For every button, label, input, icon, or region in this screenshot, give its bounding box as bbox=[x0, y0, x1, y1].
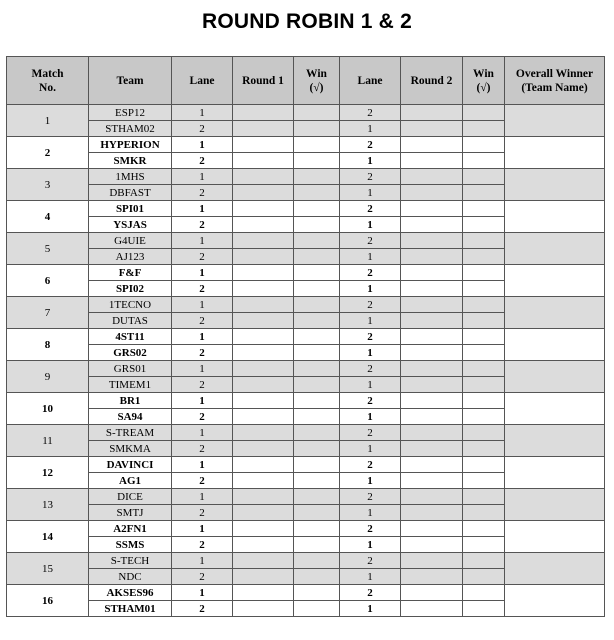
round-1-cell[interactable] bbox=[233, 249, 294, 265]
team-name: GRS01 bbox=[89, 361, 172, 377]
win-2-cell[interactable] bbox=[463, 281, 505, 297]
win-1-cell[interactable] bbox=[294, 313, 340, 329]
lane-2-cell: 1 bbox=[340, 473, 401, 489]
team-name: BR1 bbox=[89, 393, 172, 409]
table-row bbox=[7, 137, 605, 153]
round-2-cell[interactable] bbox=[401, 233, 463, 249]
match-number: 6 bbox=[7, 265, 89, 297]
win-1-cell[interactable] bbox=[294, 233, 340, 249]
page-title: ROUND ROBIN 1 & 2 bbox=[202, 10, 412, 33]
header-overall-winner: Overall Winner (Team Name) bbox=[505, 57, 605, 105]
overall-winner-cell[interactable] bbox=[505, 265, 605, 297]
overall-winner-cell[interactable] bbox=[505, 105, 605, 137]
header-lane-1: Lane bbox=[172, 57, 233, 105]
win-2-cell[interactable] bbox=[463, 217, 505, 233]
round-1-cell[interactable] bbox=[233, 217, 294, 233]
round-1-cell[interactable] bbox=[233, 153, 294, 169]
match-number: 15 bbox=[7, 553, 89, 585]
header-win-1: Win (√) bbox=[294, 57, 340, 105]
team-name: DAVINCI bbox=[89, 457, 172, 473]
round-1-cell[interactable] bbox=[233, 425, 294, 441]
round-2-cell[interactable] bbox=[401, 553, 463, 569]
win-1-cell[interactable] bbox=[294, 521, 340, 537]
round-2-cell[interactable] bbox=[401, 601, 463, 617]
round-1-cell[interactable] bbox=[233, 313, 294, 329]
table-body bbox=[7, 105, 605, 617]
round-1-cell[interactable] bbox=[233, 361, 294, 377]
lane-1-cell: 2 bbox=[172, 121, 233, 137]
match-number: 8 bbox=[7, 329, 89, 361]
lane-2-cell: 2 bbox=[340, 201, 401, 217]
match-number: 7 bbox=[7, 297, 89, 329]
win-2-cell[interactable] bbox=[463, 601, 505, 617]
lane-2-cell: 2 bbox=[340, 105, 401, 121]
header-match-no: Match No. bbox=[7, 57, 89, 105]
win-2-cell[interactable] bbox=[463, 409, 505, 425]
round-2-cell[interactable] bbox=[401, 281, 463, 297]
win-2-cell[interactable] bbox=[463, 537, 505, 553]
table-row bbox=[7, 201, 605, 217]
table-row bbox=[7, 105, 605, 121]
lane-2-cell: 1 bbox=[340, 249, 401, 265]
round-1-cell[interactable] bbox=[233, 569, 294, 585]
round-2-cell[interactable] bbox=[401, 585, 463, 601]
lane-2-cell: 1 bbox=[340, 505, 401, 521]
lane-1-cell: 2 bbox=[172, 313, 233, 329]
lane-1-cell: 1 bbox=[172, 105, 233, 121]
lane-2-cell: 1 bbox=[340, 345, 401, 361]
lane-2-cell: 2 bbox=[340, 585, 401, 601]
lane-2-cell: 2 bbox=[340, 297, 401, 313]
win-1-cell[interactable] bbox=[294, 537, 340, 553]
win-1-cell[interactable] bbox=[294, 457, 340, 473]
lane-2-cell: 2 bbox=[340, 265, 401, 281]
win-1-cell[interactable] bbox=[294, 505, 340, 521]
win-1-cell[interactable] bbox=[294, 489, 340, 505]
round-2-cell[interactable] bbox=[401, 121, 463, 137]
table-row bbox=[7, 457, 605, 473]
overall-winner-cell[interactable] bbox=[505, 297, 605, 329]
lane-2-cell: 1 bbox=[340, 121, 401, 137]
header-round-1: Round 1 bbox=[233, 57, 294, 105]
win-1-cell[interactable] bbox=[294, 473, 340, 489]
overall-winner-cell[interactable] bbox=[505, 489, 605, 521]
team-name: SPI01 bbox=[89, 201, 172, 217]
round-1-cell[interactable] bbox=[233, 393, 294, 409]
lane-2-cell: 2 bbox=[340, 521, 401, 537]
win-1-cell[interactable] bbox=[294, 249, 340, 265]
match-number: 3 bbox=[7, 169, 89, 201]
match-number: 9 bbox=[7, 361, 89, 393]
round-2-cell[interactable] bbox=[401, 569, 463, 585]
overall-winner-cell[interactable] bbox=[505, 169, 605, 201]
win-1-cell[interactable] bbox=[294, 425, 340, 441]
lane-1-cell: 2 bbox=[172, 377, 233, 393]
win-1-cell[interactable] bbox=[294, 217, 340, 233]
team-name: ESP12 bbox=[89, 105, 172, 121]
overall-winner-cell[interactable] bbox=[505, 425, 605, 457]
table-row bbox=[7, 425, 605, 441]
win-2-cell[interactable] bbox=[463, 473, 505, 489]
table-row bbox=[7, 329, 605, 345]
round-1-cell[interactable] bbox=[233, 281, 294, 297]
team-name: NDC bbox=[89, 569, 172, 585]
team-name: F&F bbox=[89, 265, 172, 281]
round-2-cell[interactable] bbox=[401, 489, 463, 505]
lane-2-cell: 1 bbox=[340, 153, 401, 169]
win-1-cell[interactable] bbox=[294, 297, 340, 313]
win-2-cell[interactable] bbox=[463, 377, 505, 393]
match-number: 16 bbox=[7, 585, 89, 617]
lane-1-cell: 2 bbox=[172, 441, 233, 457]
round-1-cell[interactable] bbox=[233, 505, 294, 521]
team-name: AJ123 bbox=[89, 249, 172, 265]
lane-1-cell: 2 bbox=[172, 537, 233, 553]
lane-1-cell: 1 bbox=[172, 393, 233, 409]
team-name: 4ST11 bbox=[89, 329, 172, 345]
team-name: AKSES96 bbox=[89, 585, 172, 601]
lane-1-cell: 2 bbox=[172, 249, 233, 265]
round-2-cell[interactable] bbox=[401, 473, 463, 489]
win-2-cell[interactable] bbox=[463, 297, 505, 313]
lane-1-cell: 1 bbox=[172, 169, 233, 185]
win-1-cell[interactable] bbox=[294, 569, 340, 585]
table-row bbox=[7, 265, 605, 281]
round-2-cell[interactable] bbox=[401, 249, 463, 265]
win-2-cell[interactable] bbox=[463, 457, 505, 473]
header-win-2: Win (√) bbox=[463, 57, 505, 105]
match-number: 1 bbox=[7, 105, 89, 137]
win-1-cell[interactable] bbox=[294, 441, 340, 457]
win-1-cell[interactable] bbox=[294, 585, 340, 601]
team-name: SPI02 bbox=[89, 281, 172, 297]
header-lane-2: Lane bbox=[340, 57, 401, 105]
round-2-cell[interactable] bbox=[401, 425, 463, 441]
win-2-cell[interactable] bbox=[463, 153, 505, 169]
round-1-cell[interactable] bbox=[233, 201, 294, 217]
round-1-cell[interactable] bbox=[233, 121, 294, 137]
lane-1-cell: 2 bbox=[172, 185, 233, 201]
lane-2-cell: 1 bbox=[340, 601, 401, 617]
overall-winner-cell[interactable] bbox=[505, 329, 605, 361]
lane-2-cell: 2 bbox=[340, 137, 401, 153]
lane-1-cell: 1 bbox=[172, 489, 233, 505]
lane-1-cell: 2 bbox=[172, 473, 233, 489]
win-1-cell[interactable] bbox=[294, 185, 340, 201]
win-2-cell[interactable] bbox=[463, 137, 505, 153]
round-1-cell[interactable] bbox=[233, 521, 294, 537]
lane-2-cell: 1 bbox=[340, 185, 401, 201]
lane-2-cell: 1 bbox=[340, 569, 401, 585]
win-1-cell[interactable] bbox=[294, 601, 340, 617]
win-2-cell[interactable] bbox=[463, 585, 505, 601]
round-1-cell[interactable] bbox=[233, 169, 294, 185]
team-name: 1TECNO bbox=[89, 297, 172, 313]
win-1-cell[interactable] bbox=[294, 281, 340, 297]
lane-2-cell: 2 bbox=[340, 425, 401, 441]
round-1-cell[interactable] bbox=[233, 185, 294, 201]
lane-2-cell: 1 bbox=[340, 217, 401, 233]
win-2-cell[interactable] bbox=[463, 201, 505, 217]
round-2-cell[interactable] bbox=[401, 457, 463, 473]
win-2-cell[interactable] bbox=[463, 569, 505, 585]
win-1-cell[interactable] bbox=[294, 377, 340, 393]
header-round-2: Round 2 bbox=[401, 57, 463, 105]
table-row bbox=[7, 361, 605, 377]
overall-winner-cell[interactable] bbox=[505, 585, 605, 617]
win-2-cell[interactable] bbox=[463, 441, 505, 457]
table-row bbox=[7, 489, 605, 505]
lane-1-cell: 1 bbox=[172, 297, 233, 313]
match-number: 5 bbox=[7, 233, 89, 265]
overall-winner-cell[interactable] bbox=[505, 553, 605, 585]
lane-1-cell: 1 bbox=[172, 585, 233, 601]
round-2-cell[interactable] bbox=[401, 361, 463, 377]
overall-winner-cell[interactable] bbox=[505, 457, 605, 489]
team-name: DBFAST bbox=[89, 185, 172, 201]
lane-2-cell: 1 bbox=[340, 537, 401, 553]
round-1-cell[interactable] bbox=[233, 489, 294, 505]
round-1-cell[interactable] bbox=[233, 233, 294, 249]
lane-1-cell: 2 bbox=[172, 153, 233, 169]
round-2-cell[interactable] bbox=[401, 265, 463, 281]
round-1-cell[interactable] bbox=[233, 329, 294, 345]
round-1-cell[interactable] bbox=[233, 137, 294, 153]
match-number: 10 bbox=[7, 393, 89, 425]
team-name: SMTJ bbox=[89, 505, 172, 521]
round-robin-table bbox=[6, 56, 605, 617]
team-name: GRS02 bbox=[89, 345, 172, 361]
win-1-cell[interactable] bbox=[294, 329, 340, 345]
lane-1-cell: 2 bbox=[172, 217, 233, 233]
round-1-cell[interactable] bbox=[233, 473, 294, 489]
match-number: 14 bbox=[7, 521, 89, 553]
round-2-cell[interactable] bbox=[401, 393, 463, 409]
header-team: Team bbox=[89, 57, 172, 105]
win-2-cell[interactable] bbox=[463, 121, 505, 137]
lane-2-cell: 2 bbox=[340, 457, 401, 473]
lane-1-cell: 1 bbox=[172, 233, 233, 249]
table-row bbox=[7, 169, 605, 185]
lane-1-cell: 1 bbox=[172, 361, 233, 377]
round-1-cell[interactable] bbox=[233, 457, 294, 473]
win-1-cell[interactable] bbox=[294, 265, 340, 281]
lane-2-cell: 2 bbox=[340, 329, 401, 345]
lane-1-cell: 2 bbox=[172, 345, 233, 361]
lane-1-cell: 2 bbox=[172, 409, 233, 425]
win-1-cell[interactable] bbox=[294, 105, 340, 121]
round-1-cell[interactable] bbox=[233, 441, 294, 457]
lane-2-cell: 1 bbox=[340, 409, 401, 425]
win-1-cell[interactable] bbox=[294, 201, 340, 217]
match-number: 12 bbox=[7, 457, 89, 489]
win-2-cell[interactable] bbox=[463, 169, 505, 185]
round-2-cell[interactable] bbox=[401, 153, 463, 169]
round-1-cell[interactable] bbox=[233, 409, 294, 425]
overall-winner-cell[interactable] bbox=[505, 233, 605, 265]
lane-2-cell: 1 bbox=[340, 281, 401, 297]
win-2-cell[interactable] bbox=[463, 489, 505, 505]
team-name: YSJAS bbox=[89, 217, 172, 233]
win-1-cell[interactable] bbox=[294, 361, 340, 377]
round-2-cell[interactable] bbox=[401, 329, 463, 345]
round-2-cell[interactable] bbox=[401, 169, 463, 185]
team-name: A2FN1 bbox=[89, 521, 172, 537]
team-name: DUTAS bbox=[89, 313, 172, 329]
round-2-cell[interactable] bbox=[401, 105, 463, 121]
round-2-cell[interactable] bbox=[401, 201, 463, 217]
lane-1-cell: 1 bbox=[172, 201, 233, 217]
lane-1-cell: 1 bbox=[172, 265, 233, 281]
team-name: AG1 bbox=[89, 473, 172, 489]
lane-2-cell: 2 bbox=[340, 553, 401, 569]
round-1-cell[interactable] bbox=[233, 265, 294, 281]
header-row bbox=[7, 57, 605, 105]
round-2-cell[interactable] bbox=[401, 409, 463, 425]
win-2-cell[interactable] bbox=[463, 249, 505, 265]
win-2-cell[interactable] bbox=[463, 361, 505, 377]
win-1-cell[interactable] bbox=[294, 137, 340, 153]
win-2-cell[interactable] bbox=[463, 185, 505, 201]
team-name: HYPERION bbox=[89, 137, 172, 153]
lane-1-cell: 1 bbox=[172, 553, 233, 569]
round-2-cell[interactable] bbox=[401, 537, 463, 553]
round-2-cell[interactable] bbox=[401, 137, 463, 153]
match-number: 4 bbox=[7, 201, 89, 233]
round-1-cell[interactable] bbox=[233, 537, 294, 553]
lane-1-cell: 2 bbox=[172, 569, 233, 585]
round-1-cell[interactable] bbox=[233, 585, 294, 601]
round-2-cell[interactable] bbox=[401, 217, 463, 233]
round-1-cell[interactable] bbox=[233, 553, 294, 569]
table-row bbox=[7, 393, 605, 409]
table-row bbox=[7, 521, 605, 537]
win-2-cell[interactable] bbox=[463, 233, 505, 249]
win-1-cell[interactable] bbox=[294, 121, 340, 137]
lane-2-cell: 2 bbox=[340, 361, 401, 377]
round-2-cell[interactable] bbox=[401, 377, 463, 393]
team-name: S-TREAM bbox=[89, 425, 172, 441]
match-number: 11 bbox=[7, 425, 89, 457]
lane-2-cell: 1 bbox=[340, 313, 401, 329]
lane-1-cell: 1 bbox=[172, 137, 233, 153]
lane-1-cell: 1 bbox=[172, 457, 233, 473]
round-2-cell[interactable] bbox=[401, 505, 463, 521]
round-1-cell[interactable] bbox=[233, 345, 294, 361]
win-1-cell[interactable] bbox=[294, 345, 340, 361]
round-1-cell[interactable] bbox=[233, 601, 294, 617]
overall-winner-cell[interactable] bbox=[505, 361, 605, 393]
round-2-cell[interactable] bbox=[401, 297, 463, 313]
win-1-cell[interactable] bbox=[294, 169, 340, 185]
lane-1-cell: 2 bbox=[172, 505, 233, 521]
win-2-cell[interactable] bbox=[463, 425, 505, 441]
lane-1-cell: 2 bbox=[172, 281, 233, 297]
round-2-cell[interactable] bbox=[401, 521, 463, 537]
lane-1-cell: 2 bbox=[172, 601, 233, 617]
lane-2-cell: 1 bbox=[340, 377, 401, 393]
win-1-cell[interactable] bbox=[294, 553, 340, 569]
lane-2-cell: 2 bbox=[340, 169, 401, 185]
table-row bbox=[7, 297, 605, 313]
table-row bbox=[7, 233, 605, 249]
overall-winner-cell[interactable] bbox=[505, 201, 605, 233]
team-name: SMKR bbox=[89, 153, 172, 169]
lane-1-cell: 1 bbox=[172, 329, 233, 345]
win-1-cell[interactable] bbox=[294, 393, 340, 409]
team-name: S-TECH bbox=[89, 553, 172, 569]
team-name: SA94 bbox=[89, 409, 172, 425]
lane-1-cell: 1 bbox=[172, 521, 233, 537]
round-2-cell[interactable] bbox=[401, 313, 463, 329]
win-2-cell[interactable] bbox=[463, 313, 505, 329]
lane-1-cell: 1 bbox=[172, 425, 233, 441]
team-name: DICE bbox=[89, 489, 172, 505]
match-number: 13 bbox=[7, 489, 89, 521]
win-2-cell[interactable] bbox=[463, 393, 505, 409]
match-number: 2 bbox=[7, 137, 89, 169]
round-2-cell[interactable] bbox=[401, 185, 463, 201]
win-2-cell[interactable] bbox=[463, 105, 505, 121]
win-2-cell[interactable] bbox=[463, 265, 505, 281]
win-1-cell[interactable] bbox=[294, 153, 340, 169]
team-name: TIMEM1 bbox=[89, 377, 172, 393]
overall-winner-cell[interactable] bbox=[505, 137, 605, 169]
overall-winner-cell[interactable] bbox=[505, 393, 605, 425]
team-name: SMKMA bbox=[89, 441, 172, 457]
win-2-cell[interactable] bbox=[463, 521, 505, 537]
round-2-cell[interactable] bbox=[401, 345, 463, 361]
lane-2-cell: 2 bbox=[340, 393, 401, 409]
team-name: SSMS bbox=[89, 537, 172, 553]
win-2-cell[interactable] bbox=[463, 345, 505, 361]
team-name: 1MHS bbox=[89, 169, 172, 185]
overall-winner-cell[interactable] bbox=[505, 521, 605, 553]
round-2-cell[interactable] bbox=[401, 441, 463, 457]
win-2-cell[interactable] bbox=[463, 553, 505, 569]
team-name: STHAM01 bbox=[89, 601, 172, 617]
round-1-cell[interactable] bbox=[233, 297, 294, 313]
lane-2-cell: 2 bbox=[340, 489, 401, 505]
lane-2-cell: 1 bbox=[340, 441, 401, 457]
win-1-cell[interactable] bbox=[294, 409, 340, 425]
round-1-cell[interactable] bbox=[233, 105, 294, 121]
table-row bbox=[7, 585, 605, 601]
round-1-cell[interactable] bbox=[233, 377, 294, 393]
win-2-cell[interactable] bbox=[463, 329, 505, 345]
win-2-cell[interactable] bbox=[463, 505, 505, 521]
team-name: G4UIE bbox=[89, 233, 172, 249]
team-name: STHAM02 bbox=[89, 121, 172, 137]
lane-2-cell: 2 bbox=[340, 233, 401, 249]
table-row bbox=[7, 553, 605, 569]
